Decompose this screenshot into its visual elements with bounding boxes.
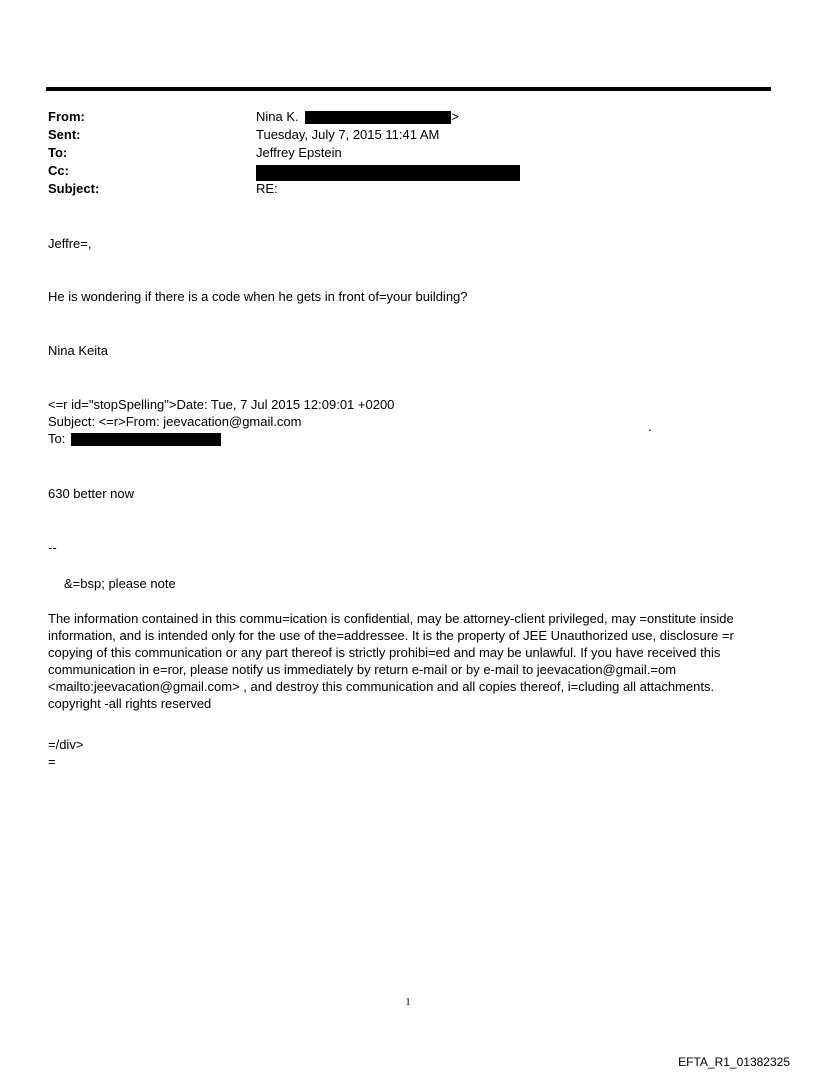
to-label: To: xyxy=(48,145,68,160)
quoted-date-line: <=r id="stopSpelling">Date: Tue, 7 Jul 2015 12:09:01 +0200 xyxy=(48,397,395,412)
closing-eq-line: = xyxy=(48,754,56,769)
header-rule xyxy=(46,87,771,91)
from-trailing: > xyxy=(451,109,459,124)
from-label: From: xyxy=(48,109,85,124)
page-number: 1 xyxy=(405,996,411,1008)
cc-row xyxy=(48,162,748,180)
sent-value: Tuesday, July 7, 2015 11:41 AM xyxy=(256,127,440,142)
quoted-subject-line: Subject: <=r>From: jeevacation@gmail.com xyxy=(48,414,302,429)
subject-value: RE: xyxy=(256,181,278,196)
from-row xyxy=(48,108,748,126)
greeting: Jeffre=, xyxy=(48,236,92,251)
quoted-to-line xyxy=(48,430,221,447)
subject-row xyxy=(48,180,748,198)
from-redaction xyxy=(305,111,451,124)
confidentiality-disclaimer: The information contained in this commu=ication is confidential, may be attorney-client privileged, may =onstitute inside information, and is intended only for the use of the=addressee. It is the property of JEE Unauthorized use, disclosure =r copying of this communication or any part thereof is strictly prohibi=ed and may be unlawful. If you have received this communication in e=ror, please notify us immediately by return e-mail or by e-mail to jeevacation@gmail.=om <mailto:jeevacation@gmail.com> , and destroy this communication and all copies thereof, i=cluding all attachments. copyright -all rights reserved xyxy=(48,611,734,711)
message-question: He is wondering if there is a code when he gets in front of=your building? xyxy=(48,289,468,304)
sent-label: Sent: xyxy=(48,127,81,142)
sent-row xyxy=(48,126,748,144)
signature-name: Nina Keita xyxy=(48,343,108,358)
to-row xyxy=(48,144,748,162)
from-name: Nina K. xyxy=(256,109,299,124)
subject-label: Subject: xyxy=(48,181,100,196)
document-id: EFTA_R1_01382325 xyxy=(678,1055,790,1069)
cc-label: Cc: xyxy=(48,163,69,178)
to-value: Jeffrey Epstein xyxy=(256,145,342,160)
cc-value xyxy=(256,163,520,181)
please-note-line: &=bsp; please note xyxy=(64,576,176,591)
signature-separator: -- xyxy=(48,540,57,555)
from-value xyxy=(256,108,459,126)
cc-redaction xyxy=(256,165,520,181)
stray-dot: . xyxy=(648,419,652,434)
closing-div-line: =/div> xyxy=(48,737,84,752)
quoted-to-label: To: xyxy=(48,431,66,446)
quoted-message: 630 better now xyxy=(48,486,135,501)
quoted-to-redaction xyxy=(71,433,221,446)
